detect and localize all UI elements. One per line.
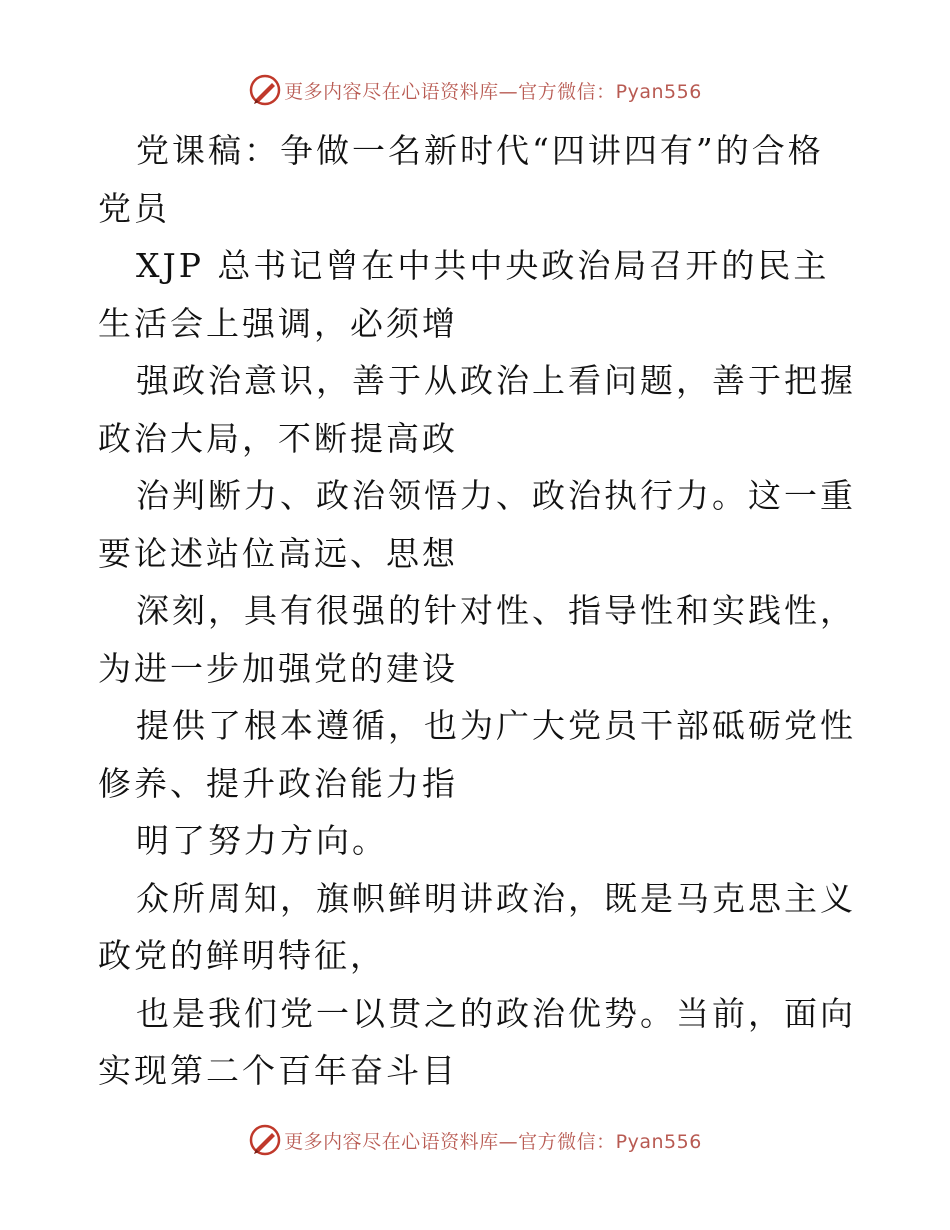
text-line: 深刻，具有很强的针对性、指导性和实践性，为进一步加强党的建设 bbox=[98, 591, 856, 688]
document-body bbox=[98, 122, 858, 1100]
text-line: 治判断力、政治领悟力、政治执行力。这一重要论述站位高远、思想 bbox=[98, 476, 856, 573]
pen-logo-icon bbox=[248, 73, 282, 107]
header-banner bbox=[0, 70, 950, 110]
text-line: 提供了根本遵循，也为广大党员干部砥砺党性修养、提升政治能力指 bbox=[98, 706, 856, 803]
text-line: 众所周知，旗帜鲜明讲政治，既是马克思主义政党的鲜明特征， bbox=[98, 878, 856, 975]
text-line: XJP 总书记曾在中共中央政治局召开的民主生活会上强调，必须增 bbox=[98, 246, 830, 343]
banner-text: 更多内容尽在心语资料库—官方微信：Pyan556 bbox=[284, 80, 702, 103]
text-line: 也是我们党一以贯之的政治优势。当前，面向实现第二个百年奋斗目 bbox=[98, 993, 856, 1090]
footer-banner bbox=[0, 1120, 950, 1160]
banner-text: 更多内容尽在心语资料库—官方微信：Pyan556 bbox=[284, 1130, 702, 1153]
pen-logo-icon bbox=[248, 1123, 282, 1157]
text-line: 明了努力方向。 bbox=[136, 821, 388, 860]
text-line: 强政治意识，善于从政治上看问题，善于把握政治大局，不断提高政 bbox=[98, 361, 856, 458]
document-title: 党课稿：争做一名新时代“四讲四有”的合格党员 bbox=[98, 131, 824, 228]
